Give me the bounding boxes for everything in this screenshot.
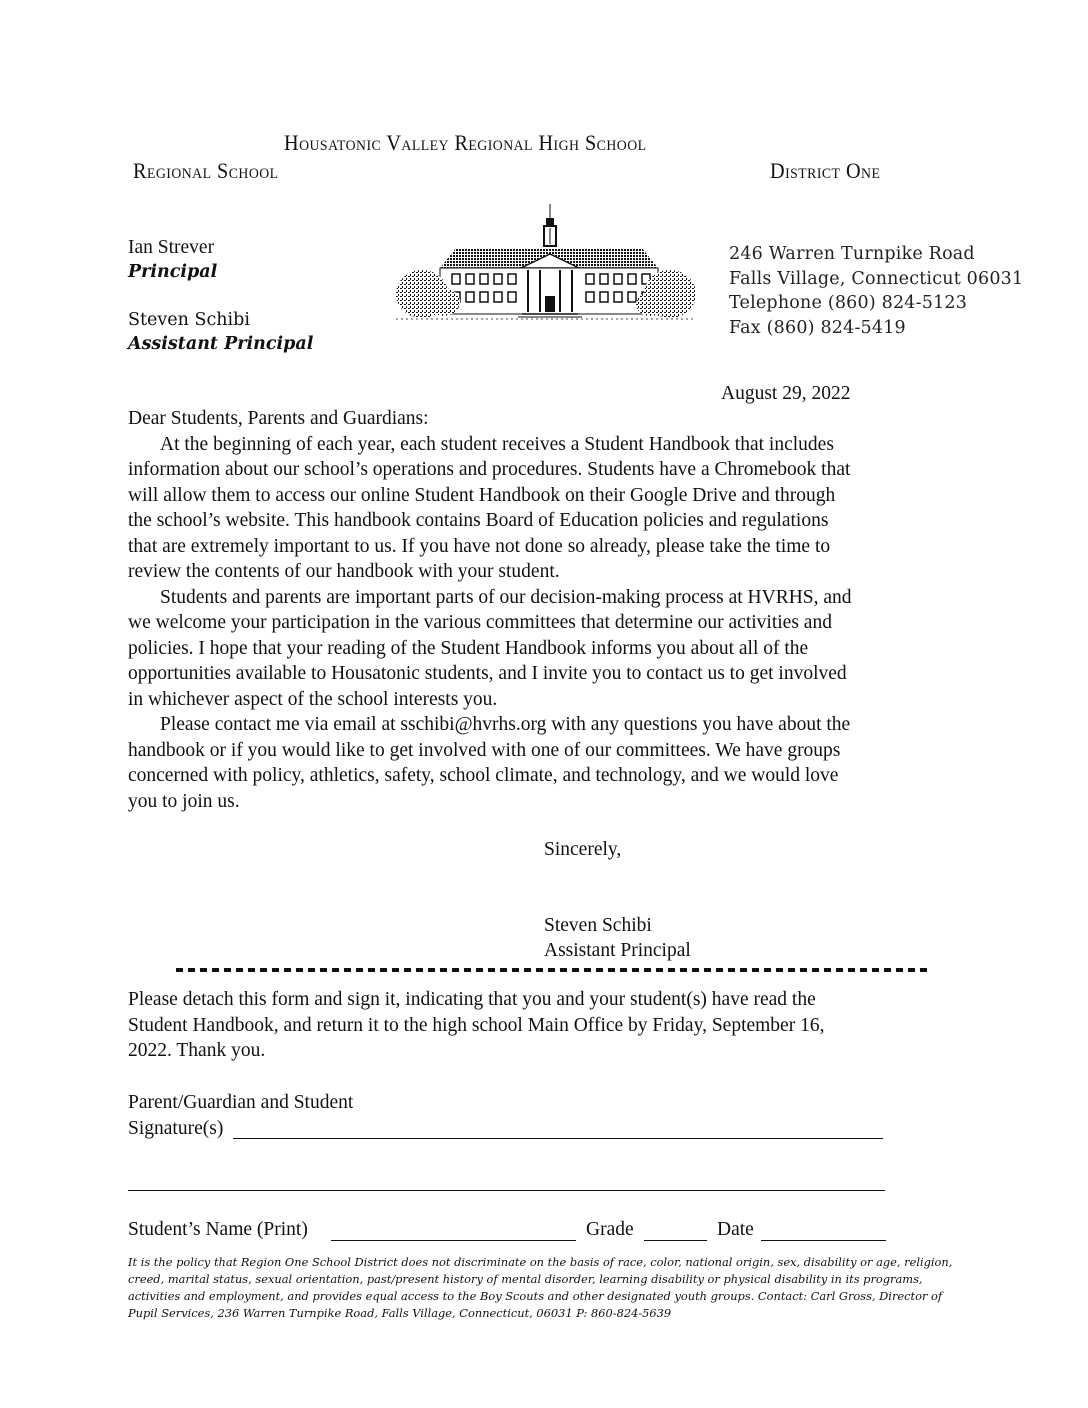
student-name-field[interactable] [331, 1240, 576, 1241]
signature-field[interactable] [233, 1138, 883, 1139]
nondiscrimination-footer [128, 1254, 952, 1322]
paragraph-line: information about our school’s operations and procedures. Students have a Chromebook that [128, 459, 851, 480]
address-city: Falls Village, Connecticut 06031 [729, 268, 1024, 289]
instructions-line: Student Handbook, and return it to the high school Main Office by Friday, September 16, [128, 1014, 825, 1036]
paragraph-line: policies. I hope that your reading of the Student Handbook informs you about all of the [128, 637, 809, 659]
paragraph-2 [128, 585, 933, 713]
form-instructions [128, 987, 933, 1064]
paragraph-line: the school’s website. This handbook contains Board of Education policies and regulations [128, 510, 829, 531]
signer-name: Steven Schibi [544, 915, 652, 936]
signature-label: Signature(s) [128, 1118, 224, 1139]
address-block [729, 242, 1023, 340]
paragraph-line: opportunities available to Housatonic students, and I invite you to contact us to get involved [128, 663, 847, 684]
date-field[interactable] [761, 1240, 886, 1241]
signer-title: Assistant Principal [544, 940, 691, 961]
paragraph-line: we welcome your participation in the various committees that determine our activities and [128, 612, 832, 633]
letter-body [128, 406, 933, 814]
closing: Sincerely, [544, 839, 622, 860]
assistant-principal-title: Assistant Principal [128, 334, 314, 354]
district-right-heading: District One [770, 158, 881, 183]
paragraph-line: concerned with policy, athletics, safety, school climate, and technology, and we would love [128, 765, 839, 786]
paragraph-line: will allow them to access our online Student Handbook on their Google Drive and through [128, 484, 836, 506]
signature-label-line1: Parent/Guardian and Student [128, 1092, 354, 1113]
salutation: Dear Students, Parents and Guardians: [128, 408, 429, 429]
school-building-icon [396, 204, 696, 322]
district-left-heading: Regional School [133, 158, 279, 183]
paragraph-line: handbook or if you would like to get involved with one of our committees. We have groups [128, 739, 841, 761]
footer-line: creed, marital status, sexual orientation, past/present history of mental disorder, learning disability or physical disability in its programs, [128, 1272, 923, 1286]
footer-line: activities and employment, and provides equal access to the Boy Scouts and other designated youth groups. Contact: Carl Gross, Director of [128, 1289, 943, 1303]
paragraph-line: Students and parents are important parts of our decision-making process at HVRHS, and [160, 586, 852, 608]
paragraph-line: you to join us. [128, 790, 240, 812]
paragraph-line: in whichever aspect of the school interests you. [128, 688, 498, 710]
grade-label: Grade [586, 1219, 634, 1240]
staff-block [128, 236, 313, 356]
detach-dashed-line [176, 968, 932, 972]
footer-line: Pupil Services, 236 Warren Turnpike Road, Falls Village, Connecticut, 06031 P: 860-824-5639 [128, 1306, 672, 1320]
paragraph-3 [128, 712, 933, 814]
instructions-line: Please detach this form and sign it, indicating that you and your student(s) have read the [128, 989, 816, 1010]
signature-field-2[interactable] [128, 1190, 885, 1191]
paragraph-line: At the beginning of each year, each student receives a Student Handbook that includes [160, 433, 834, 455]
paragraph-line: review the contents of our handbook with your student. [128, 561, 560, 582]
address-street: 246 Warren Turnpike Road [729, 244, 975, 264]
grade-field[interactable] [644, 1240, 707, 1241]
paragraph-1 [128, 432, 933, 585]
paragraph-line: that are extremely important to us. If you have not done so already, please take the time to [128, 535, 831, 557]
assistant-principal-name: Steven Schibi [128, 310, 250, 330]
address-telephone: Telephone (860) 824-5123 [729, 293, 968, 313]
principal-name: Ian Strever [128, 237, 215, 258]
school-name-heading: Housatonic Valley Regional High School [284, 130, 647, 155]
footer-line: It is the policy that Region One School District does not discriminate on the basis of race, color, national origin, sex, disability or age, religion, [128, 1255, 953, 1269]
student-name-label: Student’s Name (Print) [128, 1219, 308, 1240]
paragraph-line: Please contact me via email at sschibi@hvrhs.org with any questions you have about the [160, 714, 851, 735]
instructions-line: 2022. Thank you. [128, 1040, 266, 1061]
letter-date: August 29, 2022 [721, 383, 851, 404]
address-fax: Fax (860) 824-5419 [729, 317, 906, 338]
date-label: Date [717, 1219, 754, 1240]
principal-title: Principal [128, 262, 218, 282]
